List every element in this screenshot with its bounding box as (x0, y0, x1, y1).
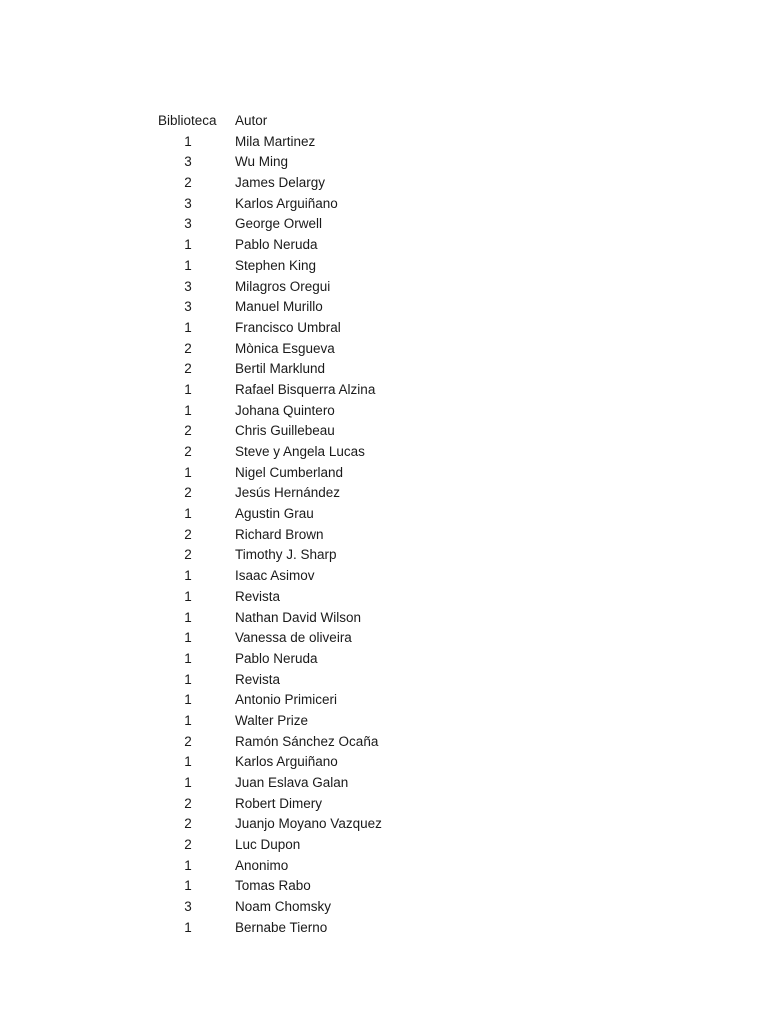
table-body (155, 132, 415, 939)
autor-cell: Wu Ming (235, 154, 289, 170)
table-row (155, 628, 415, 649)
table-row (155, 442, 415, 463)
autor-cell: Juan Eslava Galan (235, 775, 349, 790)
table-row (155, 277, 415, 298)
table-row (155, 794, 415, 815)
biblioteca-cell: 1 (184, 464, 192, 480)
table-row (155, 235, 415, 256)
biblioteca-cell: 1 (184, 568, 192, 584)
biblioteca-cell: 3 (184, 278, 192, 294)
biblioteca-cell: 1 (184, 402, 192, 418)
autor-cell: Anonimo (235, 857, 289, 873)
table-row (155, 214, 415, 235)
autor-cell: Vanessa de oliveira (235, 630, 352, 646)
table-row (155, 587, 415, 608)
biblioteca-cell: 1 (184, 588, 192, 604)
table-row (155, 566, 415, 587)
biblioteca-cell: 2 (184, 423, 192, 439)
biblioteca-cell: 1 (184, 237, 192, 253)
table-row (155, 256, 415, 277)
biblioteca-cell: 1 (184, 919, 192, 935)
biblioteca-cell: 3 (184, 899, 192, 915)
table-row (155, 545, 415, 566)
table-row (155, 835, 415, 856)
autor-cell: Bertil Marklund (235, 361, 326, 377)
biblioteca-cell: 1 (184, 630, 192, 646)
autor-cell: George Orwell (235, 216, 323, 232)
biblioteca-cell: 2 (184, 526, 192, 542)
author-table (155, 111, 415, 939)
table-row (155, 173, 415, 194)
autor-cell: Antonio Primiceri (235, 692, 338, 708)
biblioteca-cell: 1 (184, 257, 192, 273)
autor-cell: James Delargy (235, 175, 326, 191)
autor-cell: Chris Guillebeau (235, 423, 335, 439)
autor-cell: Juanjo Moyano Vazquez (235, 816, 382, 832)
table-row (155, 483, 415, 504)
table-row (155, 856, 415, 877)
table-row (155, 773, 415, 794)
table-row (155, 297, 415, 318)
table-row (155, 752, 415, 773)
autor-cell: Nigel Cumberland (235, 464, 344, 480)
table-header-row (155, 111, 415, 132)
table-row (155, 401, 415, 422)
autor-cell: Walter Prize (235, 712, 309, 728)
biblioteca-cell: 2 (184, 361, 192, 377)
autor-cell: Rafael Bisquerra Alzina (235, 381, 376, 397)
biblioteca-cell: 3 (184, 216, 192, 232)
autor-cell: Mònica Esgueva (235, 340, 335, 356)
table-row (155, 339, 415, 360)
biblioteca-cell: 1 (184, 857, 192, 873)
biblioteca-header: Biblioteca (158, 113, 217, 128)
autor-cell: Richard Brown (235, 526, 324, 542)
biblioteca-cell: 3 (184, 299, 192, 315)
biblioteca-cell: 1 (184, 609, 192, 625)
autor-cell: Luc Dupon (235, 837, 301, 853)
autor-cell: Noam Chomsky (235, 899, 332, 915)
biblioteca-cell: 1 (184, 319, 192, 335)
autor-cell: Tomas Rabo (235, 878, 311, 894)
biblioteca-cell: 2 (184, 175, 192, 191)
biblioteca-cell: 2 (184, 837, 192, 853)
autor-cell: Steve y Angela Lucas (235, 444, 365, 459)
biblioteca-cell: 2 (184, 795, 192, 811)
biblioteca-cell: 3 (184, 195, 192, 211)
autor-cell: Jesús Hernández (235, 485, 341, 501)
table-row (155, 318, 415, 339)
autor-cell: Karlos Arguiñano (235, 754, 338, 770)
autor-cell: Francisco Umbral (235, 319, 341, 335)
table-row (155, 814, 415, 835)
autor-cell: Milagros Oregui (235, 278, 331, 294)
autor-cell: Pablo Neruda (235, 237, 318, 253)
table-row (155, 380, 415, 401)
biblioteca-cell: 1 (184, 671, 192, 687)
table-row (155, 608, 415, 629)
biblioteca-cell: 1 (184, 506, 192, 522)
biblioteca-cell: 1 (184, 133, 192, 149)
table-row (155, 876, 415, 897)
biblioteca-cell: 2 (184, 485, 192, 501)
biblioteca-cell: 1 (184, 650, 192, 666)
autor-cell: Revista (235, 588, 281, 604)
table-row (155, 897, 415, 918)
autor-cell: Karlos Arguiñano (235, 195, 338, 211)
autor-cell: Robert Dimery (235, 795, 323, 811)
table-row (155, 711, 415, 732)
biblioteca-cell: 3 (184, 154, 192, 170)
table-row (155, 359, 415, 380)
biblioteca-cell: 2 (184, 444, 192, 459)
table-row (155, 670, 415, 691)
biblioteca-cell: 1 (184, 712, 192, 728)
autor-header: Autor (235, 113, 268, 128)
autor-cell: Pablo Neruda (235, 650, 318, 666)
table-row (155, 152, 415, 173)
biblioteca-cell: 1 (184, 878, 192, 894)
autor-cell: Agustin Grau (235, 506, 314, 522)
autor-cell: Manuel Murillo (235, 299, 323, 315)
autor-cell: Mila Martinez (235, 133, 316, 149)
table-row (155, 132, 415, 153)
biblioteca-cell: 2 (184, 547, 192, 563)
biblioteca-cell: 1 (184, 692, 192, 708)
biblioteca-cell: 2 (184, 816, 192, 832)
biblioteca-cell: 2 (184, 733, 192, 749)
table-row (155, 525, 415, 546)
biblioteca-cell: 1 (184, 754, 192, 770)
biblioteca-cell: 2 (184, 340, 192, 356)
biblioteca-cell: 1 (184, 381, 192, 397)
autor-cell: Ramón Sánchez Ocaña (235, 733, 379, 749)
autor-cell: Isaac Asimov (235, 568, 315, 584)
autor-cell: Bernabe Tierno (235, 919, 328, 935)
table-row (155, 504, 415, 525)
table-row (155, 732, 415, 753)
autor-cell: Nathan David Wilson (235, 609, 362, 625)
table-row (155, 421, 415, 442)
autor-cell: Timothy J. Sharp (235, 547, 337, 563)
table-row (155, 690, 415, 711)
table-row (155, 463, 415, 484)
table-row (155, 194, 415, 215)
table-row (155, 649, 415, 670)
autor-cell: Johana Quintero (235, 402, 335, 418)
biblioteca-cell: 1 (184, 775, 192, 790)
autor-cell: Revista (235, 671, 281, 687)
table-row (155, 918, 415, 939)
autor-cell: Stephen King (235, 257, 317, 273)
